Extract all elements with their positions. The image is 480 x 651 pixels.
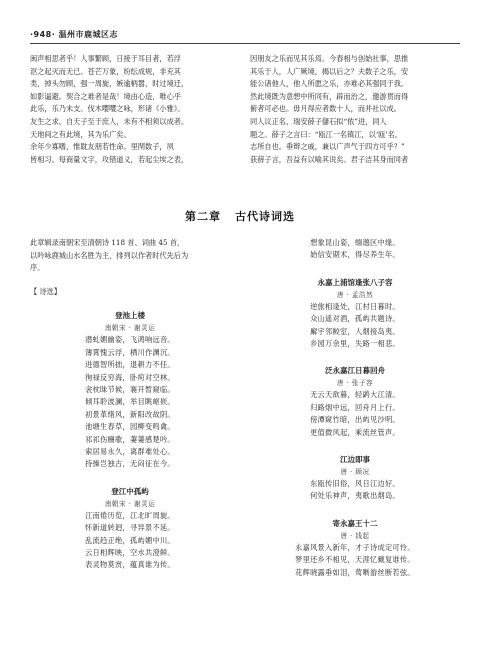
- poem-author: 唐 · 顾况: [340, 468, 370, 477]
- poem-line: 更值微风起，乘流丝管声。: [310, 427, 400, 437]
- text-line: 余年少寡嗜，惟耽友朋若性命。里閈数子，夙: [30, 142, 174, 152]
- poem-title: 江边即事: [340, 455, 370, 465]
- chapter-intro: [30, 237, 230, 275]
- poem-line: 永嘉风景入新年，才子诗成定可怜。: [295, 542, 415, 552]
- poem-line: 无云天欲暮，轻鹢大江清。: [310, 390, 400, 400]
- poem-line: 东瓯传旧俗，风日江边好。: [310, 479, 400, 489]
- intro-line: 以吟咏鹿城山水名胜为主，排列以作者时代先后为: [30, 250, 189, 260]
- poem-line: 徇禄反穷海，卧疴对空林。: [85, 372, 175, 382]
- poem-line: 梦里还乡不相见，天涯忆戴复谁传。: [295, 555, 415, 565]
- poem-line: 何处乐神声，夷歌出烟岛。: [310, 491, 400, 501]
- chapter-title: 古代诗词选: [235, 210, 295, 223]
- text-line: 类，掉头勿顾，强一周旋，嫉逾柄嚣，时过境迁，: [30, 79, 189, 89]
- text-line: 同人议正名，瑞安薛子儲石拟“侬”进，同人: [250, 116, 387, 126]
- poem-line: 江南倦历览，江北旷周旋。: [85, 510, 175, 520]
- poem-line: 乱流趋正绝，孤屿媚中川。: [85, 535, 175, 545]
- left-poems: [30, 309, 230, 572]
- top-right-column: [250, 53, 460, 166]
- poem-line: 薄霄愧云浮，栖川作渊沉。: [85, 347, 175, 357]
- intro-line: 序。: [30, 263, 45, 273]
- chapter-heading: [0, 208, 480, 224]
- poem: [250, 517, 460, 579]
- chapter-number: 第二章: [185, 210, 221, 223]
- poem-continuation: [250, 237, 460, 262]
- poem-line: 进德智所拙，退耕力不任。: [85, 360, 175, 370]
- page-header: ·948· 温州市鹿城区志: [30, 30, 119, 39]
- poem: [30, 485, 230, 572]
- left-column: [30, 237, 230, 572]
- poem-line: 祁祁伤豳歌，萋萋感楚吟。: [85, 434, 175, 444]
- poem-line: 始信安期术，得尽养生年。: [310, 250, 400, 260]
- poem-line: 池塘生春草，园柳变鸣禽。: [85, 422, 175, 432]
- right-column: [250, 237, 460, 579]
- poem-line: 倾耳聆波澜，举目眺岖嵚。: [85, 397, 175, 407]
- poem-title: 登江中孤屿: [111, 486, 149, 496]
- text-line: 友生之求，自天子至于庶人，未有不相须以成者。: [30, 116, 189, 126]
- poem-line: 花辉晓露垂如泪，莺啭游丝断若弦。: [295, 567, 415, 577]
- text-line: 获薛子言，吾益有以喻其说矣。君子洁其身而同者: [250, 154, 409, 164]
- poem-line: 逆旅相逢处，江村日暮时。: [310, 301, 400, 311]
- poem-line: 傍潭窥竹暗，出屿见沙明。: [310, 415, 400, 425]
- poem-line: 想象昆山姿，缅邈区中缘。: [310, 238, 400, 247]
- poem: [250, 276, 460, 351]
- poem-line: 乡园万余里，失路一相悲。: [310, 339, 400, 349]
- text-line: 皆相习。每商量文字，攻错道义，若起尘埃之表，: [30, 154, 189, 164]
- poem: [30, 309, 230, 470]
- text-line: 沤之起灭而无已。苍芒万象，纷纭成规，非充其: [30, 66, 181, 76]
- poem-line: 索居易永久，离群难处心。: [85, 447, 175, 457]
- poem-line: 云日相辉映，空水共澄鲜。: [85, 548, 175, 558]
- poem-title: 寄永嘉王十二: [332, 518, 378, 528]
- text-line: 此乐，乐乃未支。伐木嘤嘤之咏，形诸《小雅》。: [30, 104, 185, 114]
- poem-author: 南朝宋 · 谢灵运: [104, 324, 156, 333]
- text-line: 然此境既为意想中所同有，辟而治之，邀游贯而得: [250, 91, 409, 101]
- poem-line: 初景革绪风，新阳改故阴。: [85, 409, 175, 419]
- poem-line: 众山遥对酒，孤屿共题诗。: [310, 314, 400, 324]
- header-rule: [30, 43, 460, 44]
- poem-line: 怀新道转迥，寻异景不延。: [85, 523, 175, 533]
- intro-line: 此章辑录南朝宋至清朝诗 118 首、词曲 45 首，: [30, 238, 185, 247]
- text-line: 志所自也。垂辫之戚，兼以广声气于四方可乎？”: [250, 142, 405, 152]
- poem-title: 永嘉上浦馆逢张八子容: [317, 277, 393, 287]
- poem-line: 归路烟中远，回舟月上行。: [310, 402, 400, 412]
- poem-line: 表灵物莫赏，蕴真谁为传。: [85, 560, 175, 570]
- poem-line: 持操岂独古，无闷征在今。: [85, 459, 175, 469]
- poem: [250, 364, 460, 439]
- poem-title: 登池上楼: [115, 311, 145, 321]
- poem-author: 唐 · 孟浩然: [336, 290, 374, 299]
- right-poems: [250, 276, 460, 579]
- poem-title: 泛永嘉江日暮回舟: [325, 366, 385, 376]
- text-line: 题之。薛子之言曰：“瓯江一名镇江，以‘瓯’名，: [250, 129, 402, 139]
- top-left-column: [30, 53, 230, 166]
- text-line: 能公诸他人，他人所愿之乐，亦难必其强同于我。: [250, 79, 409, 89]
- poem-line: 潜虬媚幽姿，飞鸿响远音。: [85, 335, 175, 345]
- text-line: 闽声相思者乎！人事繁顾，日接于耳目者，若浮: [30, 54, 181, 63]
- text-line: 其乐于人，人广厥境，揭以后之？夫数子之乐，安: [250, 66, 409, 76]
- poem-line: 衾枕昧节候，褰开暂窥临。: [85, 385, 175, 394]
- poem: [250, 453, 460, 503]
- poem-author: 唐 · 张子容: [336, 379, 374, 388]
- poem-line: 廨宇邻鲛室，人烟接岛夷。: [310, 326, 400, 336]
- text-line: 天地间之有此境，其为乐广矣。: [30, 129, 131, 139]
- section-tag: 【 诗选】: [30, 286, 62, 296]
- poem-author: 唐 · 钱起: [340, 531, 370, 540]
- poem-author: 南朝宋 · 谢灵运: [104, 499, 156, 508]
- text-line: 因朋友之乐而见其乐焉。今春相与创始社事，思推: [250, 54, 409, 63]
- text-line: 俯者可必也。毋月得应者数十人，而并社以成。: [250, 104, 401, 114]
- text-line: 如影逼避。契合之难者是哉！境由心造，唯心乎: [30, 91, 181, 101]
